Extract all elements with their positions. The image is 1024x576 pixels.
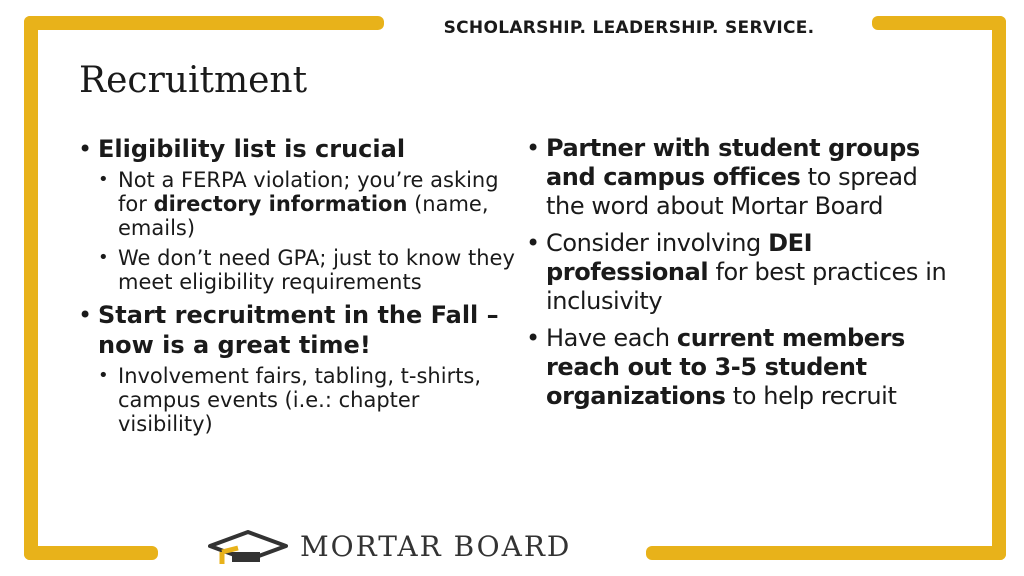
sub-bullet-gpa: • We don’t need GPA; just to know they meet eligibility requirements xyxy=(98,246,518,294)
frame-right xyxy=(992,16,1006,560)
bullet-start-recruitment-text: Start recruitment in the Fall – now is a great time! xyxy=(98,301,499,359)
frame-top-right xyxy=(872,16,1006,30)
logo-wordmark: MORTAR BOARD xyxy=(300,530,572,563)
dei-bold: DEI professional xyxy=(546,229,813,286)
left-column xyxy=(78,134,518,442)
right-column xyxy=(526,134,956,419)
bullet-start-recruitment xyxy=(78,300,518,436)
dei-pre: Consider involving xyxy=(546,229,769,257)
bullet-eligibility-text: Eligibility list is crucial xyxy=(98,135,406,163)
bullet-partner xyxy=(526,134,956,221)
members-pre: Have each xyxy=(546,324,677,352)
ferpa-text: Not a FERPA violation; you’re asking for xyxy=(118,168,499,216)
members-bold: current members reach out to 3-5 student organizations xyxy=(546,324,905,410)
frame-left xyxy=(24,16,38,560)
bullet-eligibility xyxy=(78,134,518,294)
bullet-members xyxy=(526,324,956,411)
frame-bottom-right xyxy=(646,546,1006,560)
frame-bottom-left xyxy=(24,546,158,560)
tagline: SCHOLARSHIP. LEADERSHIP. SERVICE. xyxy=(443,18,815,38)
frame-top-left xyxy=(24,16,384,30)
mortarboard-cap-icon xyxy=(208,530,288,566)
mortar-board-logo xyxy=(196,522,606,572)
bullet-dei xyxy=(526,229,956,316)
sub-bullet-ferpa xyxy=(98,168,518,240)
members-post: to help recruit xyxy=(725,382,897,410)
slide-title: Recruitment xyxy=(79,60,308,101)
ferpa-bold: directory information xyxy=(153,192,408,216)
dei-post: for best practices in inclusivity xyxy=(546,258,947,315)
ferpa-post: (name, emails) xyxy=(118,192,489,240)
sub-bullet-involvement: • Involvement fairs, tabling, t-shirts, campus events (i.e.: chapter visibility) xyxy=(98,364,518,436)
partner-rest: to spread the word about Mortar Board xyxy=(546,163,918,220)
partner-bold: Partner with student groups and campus offices xyxy=(546,134,920,191)
